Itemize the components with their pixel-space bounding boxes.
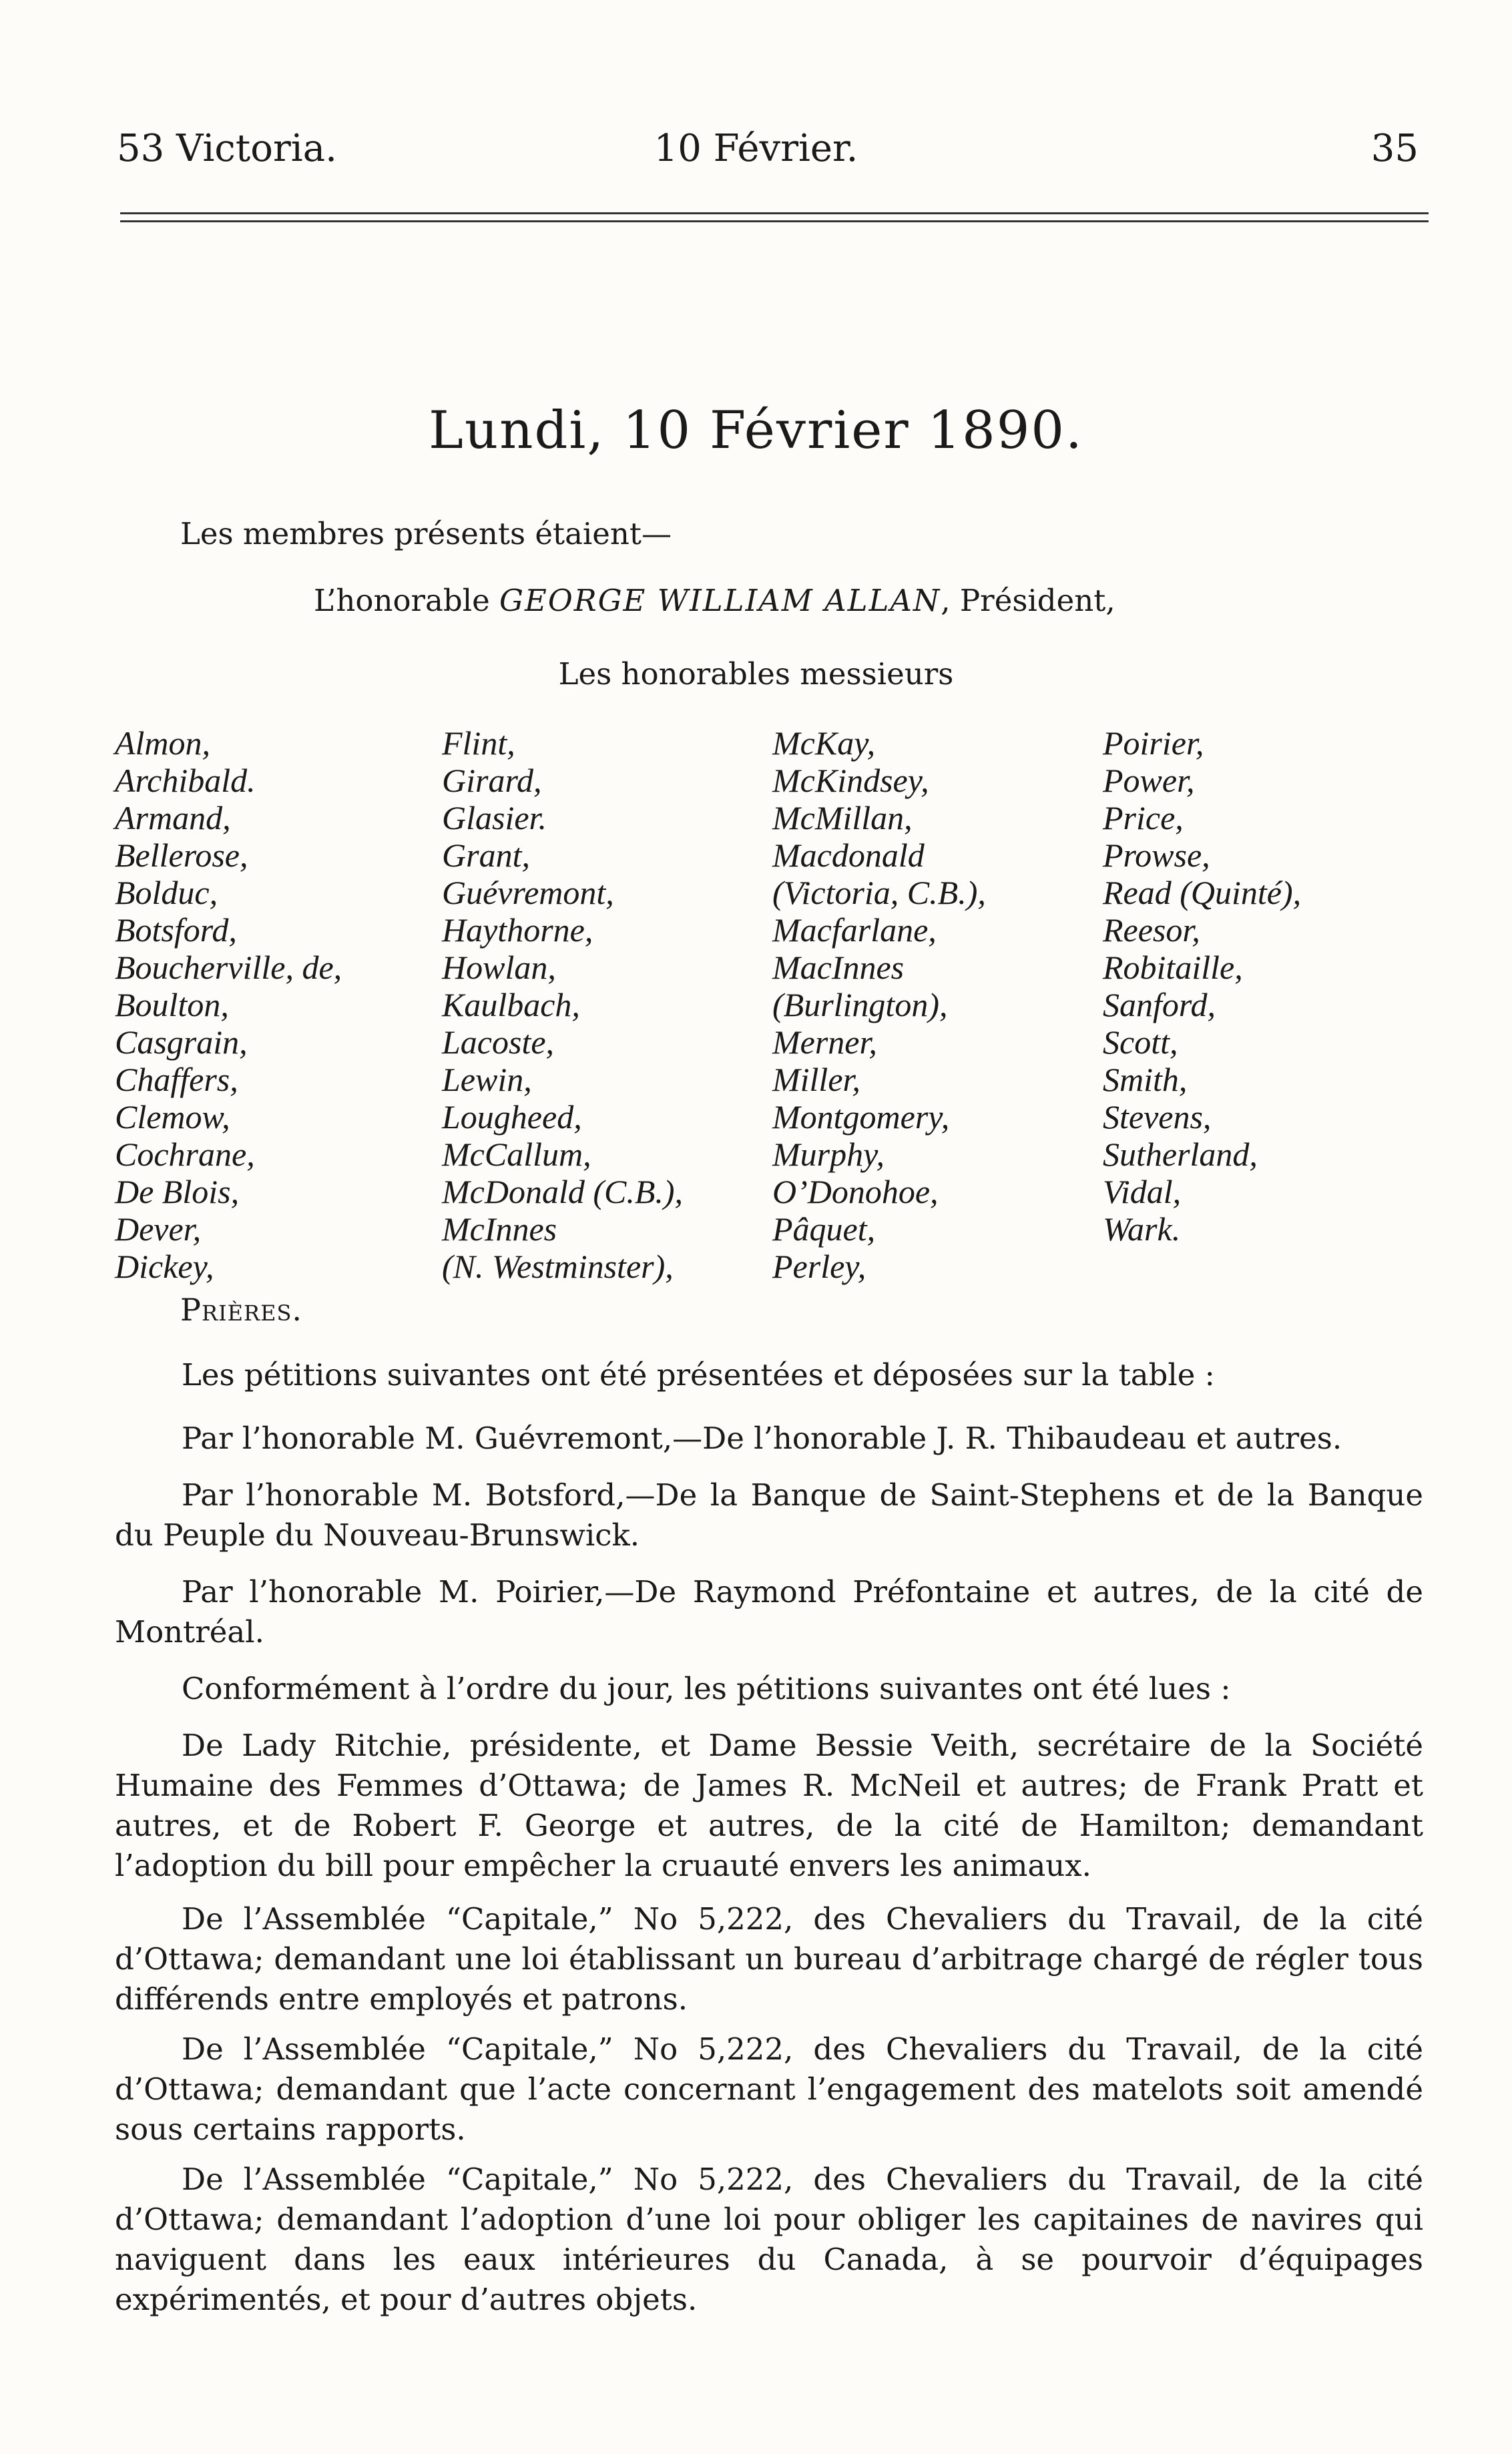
members-row: [115, 762, 1463, 799]
member-name: McKindsey,: [772, 762, 929, 799]
member-name: Boucherville, de,: [115, 949, 342, 986]
member-name: Prowse,: [1103, 836, 1210, 874]
prieres-heading: Prières.: [180, 1292, 303, 1328]
member-name: Casgrain,: [115, 1023, 248, 1061]
members-row: [115, 1098, 1463, 1136]
member-name: Merner,: [772, 1023, 877, 1061]
members-row: [115, 836, 1463, 874]
page-title: Lundi, 10 Février 1890.: [429, 401, 1083, 461]
paragraph: De Lady Ritchie, présidente, et Dame Bessie Veith, secrétaire de la Société Humaine des Femmes d’Ottawa; de James R. McNeil et autres; de Frank Pratt et autres, et de Robert F. George et autres, de la cité de Hamilton; demandant l’adoption du bill pour empêcher la cruauté envers les animaux.: [115, 1728, 1423, 1883]
paragraph: De l’Assemblée “Capitale,” No 5,222, des Chevaliers du Travail, de la cité d’Ottawa; demandant l’adoption d’une loi pour obliger les capitaines de navires qui naviguent dans les eaux intérieures du Canada, à se pourvoir d’équipages expérimentés, et pour d’autres objets.: [115, 2162, 1423, 2317]
header-rule-top: [120, 212, 1429, 214]
member-name: MacInnes: [772, 949, 905, 986]
members-row: [115, 949, 1463, 986]
member-name: Archibald.: [115, 762, 256, 799]
members-row: [115, 799, 1463, 836]
member-name: Grant,: [442, 836, 530, 874]
member-name: Haythorne,: [442, 911, 593, 949]
member-name: Reesor,: [1103, 911, 1200, 949]
members-row: [115, 1210, 1463, 1248]
president-name: GEORGE WILLIAM ALLAN: [499, 583, 941, 618]
paragraph: De l’Assemblée “Capitale,” No 5,222, des Chevaliers du Travail, de la cité d’Ottawa; demandant que l’acte concernant l’engagement des matelots soit amendé sous certains rapports.: [115, 2031, 1423, 2147]
member-name: McInnes: [442, 1210, 557, 1248]
member-name: Lacoste,: [442, 1023, 555, 1061]
member-name: Price,: [1103, 799, 1184, 836]
member-name: Clemow,: [115, 1098, 230, 1136]
member-name: Power,: [1103, 762, 1195, 799]
member-name: Lougheed,: [442, 1098, 582, 1136]
member-name: Sutherland,: [1103, 1136, 1258, 1173]
member-name: Poirier,: [1103, 724, 1204, 762]
honorables-line: Les honorables messieurs: [558, 656, 954, 692]
member-name: Bellerose,: [115, 836, 248, 874]
member-name: Wark.: [1103, 1210, 1181, 1248]
member-name: Dever,: [115, 1210, 202, 1248]
member-name: Cochrane,: [115, 1136, 255, 1173]
member-name: Robitaille,: [1103, 949, 1243, 986]
member-name: Murphy,: [772, 1136, 885, 1173]
members-present-line: Les membres présents étaient—: [180, 516, 672, 551]
member-name: Chaffers,: [115, 1061, 238, 1098]
member-name: (Victoria, C.B.),: [772, 874, 986, 911]
header-rule-bottom: [120, 220, 1429, 222]
member-name: Dickey,: [115, 1248, 214, 1285]
members-row: [115, 986, 1463, 1023]
member-name: Stevens,: [1103, 1098, 1212, 1136]
member-name: Macfarlane,: [772, 911, 937, 949]
member-name: Glasier.: [442, 799, 547, 836]
member-name: Guévremont,: [442, 874, 614, 911]
member-name: Flint,: [442, 724, 515, 762]
president-prefix: L’honorable: [314, 583, 500, 618]
president-suffix: , Président,: [941, 583, 1115, 618]
running-head-left: 53 Victoria.: [117, 127, 337, 170]
paragraph: Par l’honorable M. Botsford,—De la Banque de Saint-Stephens et de la Banque du Peuple du Nouveau-Brunswick.: [115, 1477, 1423, 1553]
member-name: McMillan,: [772, 799, 913, 836]
member-name: Howlan,: [442, 949, 556, 986]
members-list: [115, 724, 1463, 1285]
members-row: [115, 874, 1463, 911]
member-name: (N. Westminster),: [442, 1248, 674, 1285]
member-name: Scott,: [1103, 1023, 1178, 1061]
paragraph: Les pétitions suivantes ont été présentées et déposées sur la table :: [182, 1357, 1215, 1393]
paragraph: Conformément à l’ordre du jour, les pétitions suivantes ont été lues :: [182, 1671, 1231, 1706]
members-row: [115, 1136, 1463, 1173]
member-name: McCallum,: [442, 1136, 591, 1173]
member-name: Botsford,: [115, 911, 237, 949]
member-name: Sanford,: [1103, 986, 1216, 1023]
member-name: De Blois,: [115, 1173, 240, 1210]
paragraph: De l’Assemblée “Capitale,” No 5,222, des Chevaliers du Travail, de la cité d’Ottawa; demandant une loi établissant un bureau d’arbitrage chargé de régler tous différends entre employés et patrons.: [115, 1901, 1423, 2017]
member-name: O’Donohoe,: [772, 1173, 939, 1210]
president-line: [314, 581, 1115, 621]
member-name: Pâquet,: [772, 1210, 876, 1248]
member-name: Macdonald: [772, 836, 925, 874]
member-name: Vidal,: [1103, 1173, 1182, 1210]
members-row: [115, 1023, 1463, 1061]
paragraph: Par l’honorable M. Poirier,—De Raymond Préfontaine et autres, de la cité de Montréal.: [115, 1574, 1423, 1650]
member-name: Almon,: [115, 724, 211, 762]
member-name: Boulton,: [115, 986, 229, 1023]
member-name: Armand,: [115, 799, 231, 836]
member-name: Read (Quinté),: [1103, 874, 1302, 911]
member-name: McDonald (C.B.),: [442, 1173, 684, 1210]
members-row: [115, 724, 1463, 762]
member-name: Smith,: [1103, 1061, 1188, 1098]
members-row: [115, 911, 1463, 949]
member-name: Lewin,: [442, 1061, 532, 1098]
member-name: Girard,: [442, 762, 542, 799]
member-name: Bolduc,: [115, 874, 218, 911]
paragraph: Par l’honorable M. Guévremont,—De l’honorable J. R. Thibaudeau et autres.: [182, 1421, 1342, 1456]
member-name: (Burlington),: [772, 986, 948, 1023]
member-name: Miller,: [772, 1061, 860, 1098]
member-name: McKay,: [772, 724, 876, 762]
members-row: [115, 1173, 1463, 1210]
member-name: Kaulbach,: [442, 986, 580, 1023]
members-row: [115, 1061, 1463, 1098]
members-row: [115, 1248, 1463, 1285]
member-name: Montgomery,: [772, 1098, 950, 1136]
page-number: 35: [1370, 127, 1419, 170]
running-head-center: 10 Février.: [654, 127, 858, 170]
member-name: Perley,: [772, 1248, 866, 1285]
